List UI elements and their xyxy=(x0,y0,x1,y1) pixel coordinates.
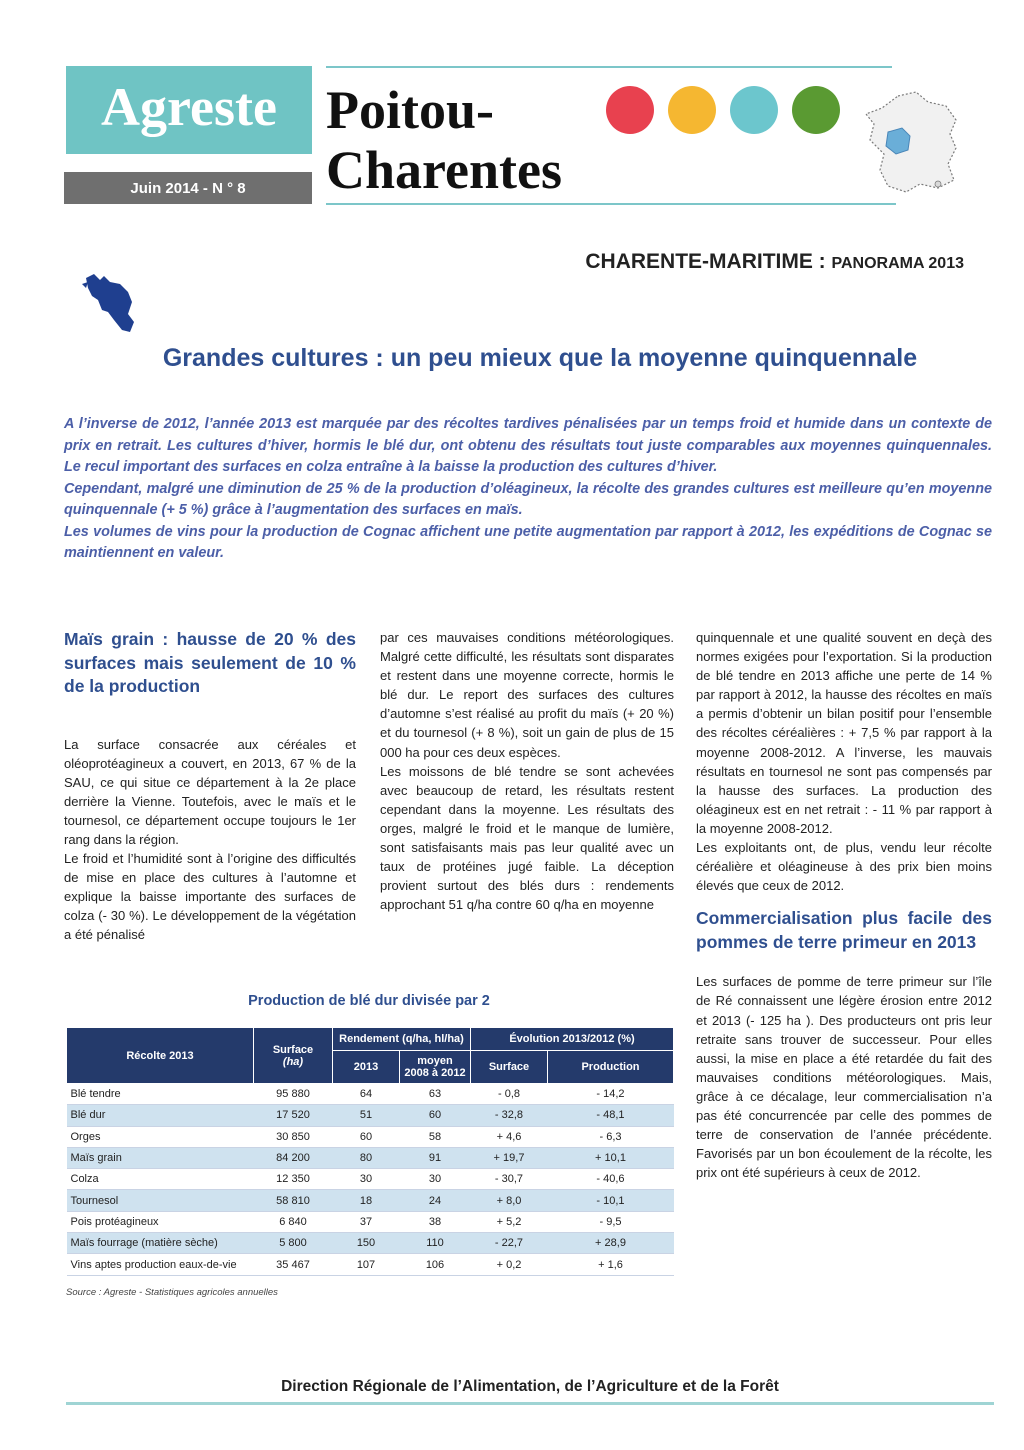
evolution-production: + 1,6 xyxy=(548,1254,674,1275)
surface-value: 58 810 xyxy=(254,1190,333,1211)
france-map-icon xyxy=(858,88,968,198)
header-rendement: Rendement (q/ha, hl/ha) xyxy=(333,1028,471,1051)
yield-2013: 30 xyxy=(333,1169,400,1190)
surface-value: 35 467 xyxy=(254,1254,333,1275)
panorama-heading xyxy=(585,250,964,274)
header-surface xyxy=(254,1028,333,1084)
evolution-production: - 9,5 xyxy=(548,1211,674,1232)
header-evolution-production: Production xyxy=(548,1051,674,1084)
evolution-production: - 48,1 xyxy=(548,1105,674,1126)
footer-organisation: Direction Régionale de l’Alimentation, de l’Agriculture et de la Forêt xyxy=(281,1378,779,1395)
evolution-production: - 40,6 xyxy=(548,1169,674,1190)
panorama-dash: - xyxy=(702,250,710,273)
header-rendement-moyen xyxy=(400,1051,471,1084)
crop-name: Colza xyxy=(67,1169,254,1190)
crop-name: Maïs grain xyxy=(67,1147,254,1168)
table-title: Production de blé dur divisée par 2 xyxy=(248,993,490,1009)
evolution-surface: - 30,7 xyxy=(471,1169,548,1190)
intro-paragraph-2: Cependant, malgré une diminution de 25 % de la production d’oléagineux, la récolte des grandes cultures est meilleure qu’en moyenne quinquennale (+ 5 %) grâce à l’augmentation des surfaces en maïs. xyxy=(64,480,992,518)
crop-name: Maïs fourrage (matière sèche) xyxy=(67,1233,254,1254)
table-row xyxy=(67,1233,674,1254)
col1-paragraph-2: Le froid et l’humidité sont à l’origine des difficultés de mise en place des cultures à l’automne et explique la baisse importante des surfaces de colza (- 30 %). Le développement de la végétation a été pénalisé xyxy=(64,851,356,943)
panorama-year: PANORAMA 2013 xyxy=(831,255,964,272)
panorama-maritime: MARITIME : xyxy=(709,250,832,273)
evolution-surface: - 0,8 xyxy=(471,1084,548,1105)
region-title xyxy=(326,80,562,200)
header-surface-unit: (ha) xyxy=(282,1055,304,1068)
teal-dot xyxy=(730,86,778,134)
column-2 xyxy=(380,628,674,914)
yield-average: 110 xyxy=(400,1233,471,1254)
header-rendement-2013: 2013 xyxy=(333,1051,400,1084)
col2-paragraph-2: Les moissons de blé tendre se sont achevées avec beaucoup de retard, les résultats restent cependant dans la moyenne. Les résultats des orges, malgré le froid et le manque de lumière, sont satisfaisants mais pas leur qualité avec un taux de protéines jugé faible. La déception provient surtout des blés durs : rendements approchant 51 q/ha contre 60 q/ha en moyenne xyxy=(380,763,674,913)
crop-name: Orges xyxy=(67,1126,254,1147)
table-row xyxy=(67,1147,674,1168)
yield-2013: 107 xyxy=(333,1254,400,1275)
header-top-rule xyxy=(326,66,892,68)
issue-label: Juin 2014 - N ° 8 xyxy=(130,180,246,197)
yield-2013: 80 xyxy=(333,1147,400,1168)
table-row xyxy=(67,1169,674,1190)
production-table xyxy=(66,1027,674,1276)
yellow-dot xyxy=(668,86,716,134)
intro-paragraph-1: A l’inverse de 2012, l’année 2013 est marquée par des récoltes tardives pénalisées par un temps froid et humide dans un contexte de prix en retrait. Les cultures d’hiver, hormis le blé dur, ont obtenu des résultats tout juste comparables aux moyennes quinquennales. Le recul important des surfaces en colza entraîne à la baisse la production des cultures d’hiver. xyxy=(64,416,992,475)
yield-average: 106 xyxy=(400,1254,471,1275)
region-title-line1: Poitou- xyxy=(326,80,494,140)
intro-summary xyxy=(64,414,992,565)
crop-name: Tournesol xyxy=(67,1190,254,1211)
yield-average: 24 xyxy=(400,1190,471,1211)
yield-average: 30 xyxy=(400,1169,471,1190)
evolution-production: + 10,1 xyxy=(548,1147,674,1168)
yield-average: 91 xyxy=(400,1147,471,1168)
crop-name: Blé dur xyxy=(67,1105,254,1126)
table-row xyxy=(67,1126,674,1147)
yield-average: 60 xyxy=(400,1105,471,1126)
yield-2013: 60 xyxy=(333,1126,400,1147)
yield-2013: 64 xyxy=(333,1084,400,1105)
header-evolution: Évolution 2013/2012 (%) xyxy=(471,1028,674,1051)
evolution-surface: + 8,0 xyxy=(471,1190,548,1211)
crop-name: Pois protéagineux xyxy=(67,1211,254,1232)
green-dot xyxy=(792,86,840,134)
surface-value: 5 800 xyxy=(254,1233,333,1254)
yield-2013: 18 xyxy=(333,1190,400,1211)
evolution-production: - 14,2 xyxy=(548,1084,674,1105)
agreste-logo-text: Agreste xyxy=(101,77,277,137)
header-moyen-label: moyen xyxy=(417,1055,453,1067)
surface-value: 95 880 xyxy=(254,1084,333,1105)
section-heading-mais: Maïs grain : hausse de 20 % des surfaces mais seulement de 10 % de la production xyxy=(64,629,356,696)
evolution-surface: + 4,6 xyxy=(471,1126,548,1147)
col3-paragraph-2: Les exploitants ont, de plus, vendu leur récolte céréalière et oléagineuse à des prix bien moins élevés que ceux de 2012. xyxy=(696,840,992,894)
col1-paragraph-1: La surface consacrée aux céréales et oléoprotéagineux a couvert, en 2013, 67 % de la SAU, ce qui situe ce département à la 2e place derrière la Vienne. Toutefois, avec le maïs et le tournesol, ce département occupe toujours le 1er rang dans la région. xyxy=(64,736,356,847)
article-title: Grandes cultures : un peu mieux que la moyenne quinquennale xyxy=(162,344,918,372)
crop-name: Blé tendre xyxy=(67,1084,254,1105)
header-surface-label: Surface xyxy=(272,1043,314,1056)
panorama-charente: CHARENTE xyxy=(585,250,703,273)
evolution-surface: + 0,2 xyxy=(471,1254,548,1275)
yield-average: 58 xyxy=(400,1126,471,1147)
yield-average: 63 xyxy=(400,1084,471,1105)
header-recolte: Récolte 2013 xyxy=(67,1028,254,1084)
table-row xyxy=(67,1190,674,1211)
crop-name: Vins aptes production eaux-de-vie xyxy=(67,1254,254,1275)
evolution-production: - 6,3 xyxy=(548,1126,674,1147)
surface-value: 17 520 xyxy=(254,1105,333,1126)
table-row xyxy=(67,1105,674,1126)
yield-2013: 37 xyxy=(333,1211,400,1232)
table-source: Source : Agreste - Statistiques agricoles annuelles xyxy=(66,1287,278,1298)
surface-value: 6 840 xyxy=(254,1211,333,1232)
department-map-icon xyxy=(80,270,140,336)
table-row xyxy=(67,1211,674,1232)
yield-average: 38 xyxy=(400,1211,471,1232)
section-heading-pommes: Commercialisation plus facile des pommes de terre primeur en 2013 xyxy=(696,908,992,952)
footer-rule xyxy=(66,1402,994,1405)
header-evolution-surface: Surface xyxy=(471,1051,548,1084)
surface-value: 12 350 xyxy=(254,1169,333,1190)
col2-paragraph-1: par ces mauvaises conditions météorologiques. Malgré cette difficulté, les résultats sont disparates et restent dans une moyenne correcte, hormis le blé dur. Le report des surfaces des cultures d’automne s’est réalisé au profit du maïs (+ 20 %) et du tournesol (+ 8 %), soit un gain de plus de 15 000 ha pour ces deux espèces. xyxy=(380,630,674,760)
evolution-production: - 10,1 xyxy=(548,1190,674,1211)
yield-2013: 150 xyxy=(333,1233,400,1254)
col3-paragraph-3: Les surfaces de pomme de terre primeur sur l’île de Ré connaissent une légère érosion entre 2012 et 2013 (- 125 ha ). Des producteurs ont pris leur retraite sans trouver de successeur. Pour elles aussi, la mise en place a été retardée du fait des mauvaises conditions météorologiques. Mais, grâce à ce décalage, leur commercialisation n’a pas été concurrencée par celle des pommes de terre de conservation de l’année précédente. Favorisés par un bon écoulement de la récolte, les prix ont été supérieurs à ceux de 2012. xyxy=(696,974,992,1181)
col3-paragraph-1: quinquennale et une qualité souvent en deçà des normes exigées pour l’exportation. Si la production de blé tendre en 2013 affiche une perte de 14 % par rapport à 2012, la hausse des récoltes en maïs a permis d’obtenir un bilan positif pour l’ensemble des récoltes céréalières : + 7,5 % par rapport à la moyenne 2008-2012. A l’inverse, les mauvais résultats en tournesol ne sont pas compensés par la hausse des surfaces. La production des oléagineux est en net retrait : - 11 % par rapport à la moyenne 2008-2012. xyxy=(696,630,992,836)
red-dot xyxy=(606,86,654,134)
column-1 xyxy=(64,628,356,945)
surface-value: 84 200 xyxy=(254,1147,333,1168)
yield-2013: 51 xyxy=(333,1105,400,1126)
column-3 xyxy=(696,628,992,1182)
header-bottom-rule xyxy=(326,203,896,205)
region-title-line2: Charentes xyxy=(326,140,562,200)
header-moyen-period: 2008 à 2012 xyxy=(404,1067,466,1079)
evolution-surface: + 19,7 xyxy=(471,1147,548,1168)
intro-paragraph-3: Les volumes de vins pour la production de Cognac affichent une petite augmentation par rapport à 2012, les expéditions de Cognac se maintiennent en valeur. xyxy=(64,523,992,561)
table-row xyxy=(67,1254,674,1275)
evolution-surface: - 32,8 xyxy=(471,1105,548,1126)
table-row xyxy=(67,1084,674,1105)
surface-value: 30 850 xyxy=(254,1126,333,1147)
evolution-production: + 28,9 xyxy=(548,1233,674,1254)
evolution-surface: + 5,2 xyxy=(471,1211,548,1232)
evolution-surface: - 22,7 xyxy=(471,1233,548,1254)
